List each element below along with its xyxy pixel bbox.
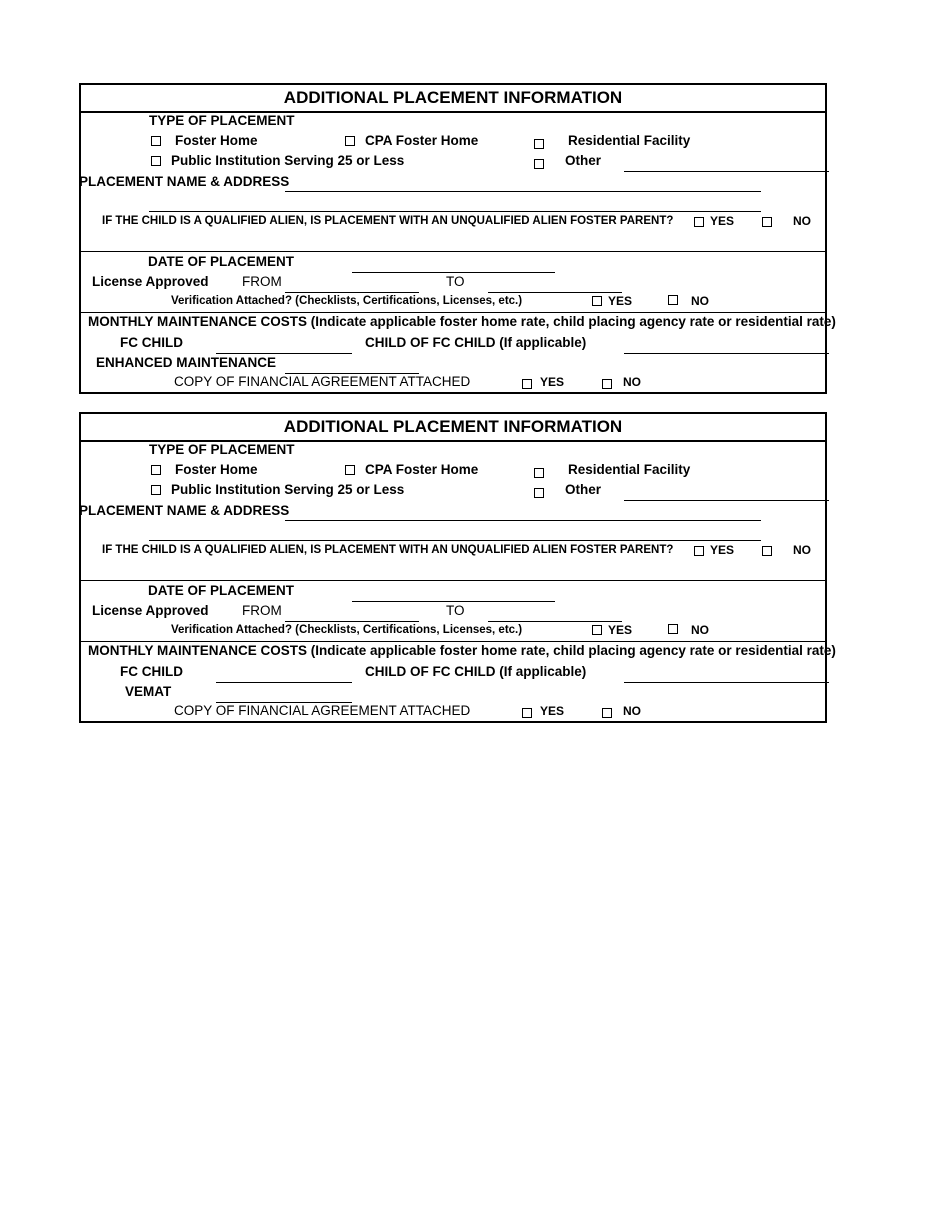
foster-home-label: Foster Home: [175, 462, 258, 477]
qualified-alien-question: IF THE CHILD IS A QUALIFIED ALIEN, IS PLACEMENT WITH AN UNQUALIFIED ALIEN FOSTER PARENT?: [102, 215, 674, 227]
type-of-placement-label: TYPE OF PLACEMENT: [149, 113, 295, 128]
qualified-alien-question: IF THE CHILD IS A QUALIFIED ALIEN, IS PLACEMENT WITH AN UNQUALIFIED ALIEN FOSTER PARENT?: [102, 544, 674, 556]
verification-yes-label: YES: [608, 294, 633, 308]
placement-name-line[interactable]: [285, 191, 761, 192]
verification-yes-label: YES: [608, 623, 633, 637]
child-of-fc-child-label: CHILD OF FC CHILD (If applicable): [365, 664, 587, 679]
foster-home-label: Foster Home: [175, 133, 258, 148]
cpa-foster-home-label: CPA Foster Home: [365, 462, 479, 477]
to-label: TO: [446, 274, 465, 289]
financial-no-label: NO: [623, 704, 641, 718]
other-checkbox[interactable]: [534, 159, 544, 169]
fc-child-label: FC CHILD: [120, 335, 183, 350]
public-institution-checkbox[interactable]: [151, 156, 161, 166]
public-institution-label: Public Institution Serving 25 or Less: [171, 482, 405, 497]
type-of-placement-label: TYPE OF PLACEMENT: [149, 442, 295, 457]
other-input-line[interactable]: [624, 500, 829, 501]
financial-no-checkbox[interactable]: [602, 708, 612, 718]
public-institution-label: Public Institution Serving 25 or Less: [171, 153, 405, 168]
fc-child-rate-line[interactable]: [216, 682, 352, 683]
verification-no-label: NO: [691, 623, 709, 637]
verification-yes-checkbox[interactable]: [592, 296, 602, 306]
public-institution-checkbox[interactable]: [151, 485, 161, 495]
foster-home-checkbox[interactable]: [151, 136, 161, 146]
cpa-foster-home-label: CPA Foster Home: [365, 133, 479, 148]
section-divider: [81, 251, 825, 252]
verification-no-checkbox[interactable]: [668, 624, 678, 634]
section-divider: [81, 641, 825, 642]
verification-attached-label: Verification Attached? (Checklists, Certifications, Licenses, etc.): [171, 295, 523, 307]
financial-no-checkbox[interactable]: [602, 379, 612, 389]
placement-form-1: [79, 83, 836, 394]
alien-no-label: NO: [793, 214, 811, 228]
placement-address-line[interactable]: [149, 211, 761, 212]
placement-name-address-label: PLACEMENT NAME & ADDRESS: [79, 174, 290, 189]
residential-facility-label: Residential Facility: [568, 462, 691, 477]
residential-facility-checkbox[interactable]: [534, 468, 544, 478]
placement-address-line[interactable]: [149, 540, 761, 541]
financial-yes-checkbox[interactable]: [522, 708, 532, 718]
license-approved-label: License Approved: [92, 274, 209, 289]
child-of-fc-child-rate-line[interactable]: [624, 682, 829, 683]
alien-yes-checkbox[interactable]: [694, 217, 704, 227]
from-label: FROM: [242, 274, 282, 289]
vemat-label: VEMAT: [125, 684, 172, 699]
financial-yes-checkbox[interactable]: [522, 379, 532, 389]
residential-facility-checkbox[interactable]: [534, 139, 544, 149]
child-of-fc-child-rate-line[interactable]: [624, 353, 829, 354]
other-label: Other: [565, 482, 602, 497]
section-divider: [81, 580, 825, 581]
alien-no-checkbox[interactable]: [762, 546, 772, 556]
verification-no-label: NO: [691, 294, 709, 308]
alien-no-checkbox[interactable]: [762, 217, 772, 227]
financial-no-label: NO: [623, 375, 641, 389]
section-divider: [81, 312, 825, 313]
alien-yes-label: YES: [710, 543, 735, 557]
alien-no-label: NO: [793, 543, 811, 557]
other-input-line[interactable]: [624, 171, 829, 172]
monthly-maintenance-costs-label: MONTHLY MAINTENANCE COSTS (Indicate applicable foster home rate, child placing agency rate or residential rate): [88, 643, 836, 658]
child-of-fc-child-label: CHILD OF FC CHILD (If applicable): [365, 335, 587, 350]
to-date-line[interactable]: [488, 292, 622, 293]
form-title: ADDITIONAL PLACEMENT INFORMATION: [81, 85, 825, 113]
form-title: ADDITIONAL PLACEMENT INFORMATION: [81, 414, 825, 442]
cpa-foster-home-checkbox[interactable]: [345, 465, 355, 475]
financial-yes-label: YES: [540, 375, 565, 389]
monthly-maintenance-costs-label: MONTHLY MAINTENANCE COSTS (Indicate applicable foster home rate, child placing agency rate or residential rate): [88, 314, 836, 329]
placement-name-address-label: PLACEMENT NAME & ADDRESS: [79, 503, 290, 518]
license-approved-label: License Approved: [92, 603, 209, 618]
placement-form-2: [79, 412, 836, 723]
date-of-placement-label: DATE OF PLACEMENT: [148, 254, 294, 269]
fc-child-label: FC CHILD: [120, 664, 183, 679]
residential-facility-label: Residential Facility: [568, 133, 691, 148]
copy-financial-agreement-label: COPY OF FINANCIAL AGREEMENT ATTACHED: [174, 374, 471, 389]
other-label: Other: [565, 153, 602, 168]
copy-financial-agreement-label: COPY OF FINANCIAL AGREEMENT ATTACHED: [174, 703, 471, 718]
verification-no-checkbox[interactable]: [668, 295, 678, 305]
verification-attached-label: Verification Attached? (Checklists, Certifications, Licenses, etc.): [171, 624, 523, 636]
alien-yes-checkbox[interactable]: [694, 546, 704, 556]
enhanced-maintenance-label: ENHANCED MAINTENANCE: [96, 355, 277, 370]
alien-yes-label: YES: [710, 214, 735, 228]
placement-name-line[interactable]: [285, 520, 761, 521]
to-label: TO: [446, 603, 465, 618]
from-date-line[interactable]: [285, 292, 419, 293]
fc-child-rate-line[interactable]: [216, 353, 352, 354]
from-label: FROM: [242, 603, 282, 618]
financial-yes-label: YES: [540, 704, 565, 718]
from-date-line[interactable]: [285, 621, 419, 622]
verification-yes-checkbox[interactable]: [592, 625, 602, 635]
date-of-placement-label: DATE OF PLACEMENT: [148, 583, 294, 598]
cpa-foster-home-checkbox[interactable]: [345, 136, 355, 146]
foster-home-checkbox[interactable]: [151, 465, 161, 475]
other-checkbox[interactable]: [534, 488, 544, 498]
date-of-placement-line[interactable]: [352, 272, 555, 273]
date-of-placement-line[interactable]: [352, 601, 555, 602]
to-date-line[interactable]: [488, 621, 622, 622]
